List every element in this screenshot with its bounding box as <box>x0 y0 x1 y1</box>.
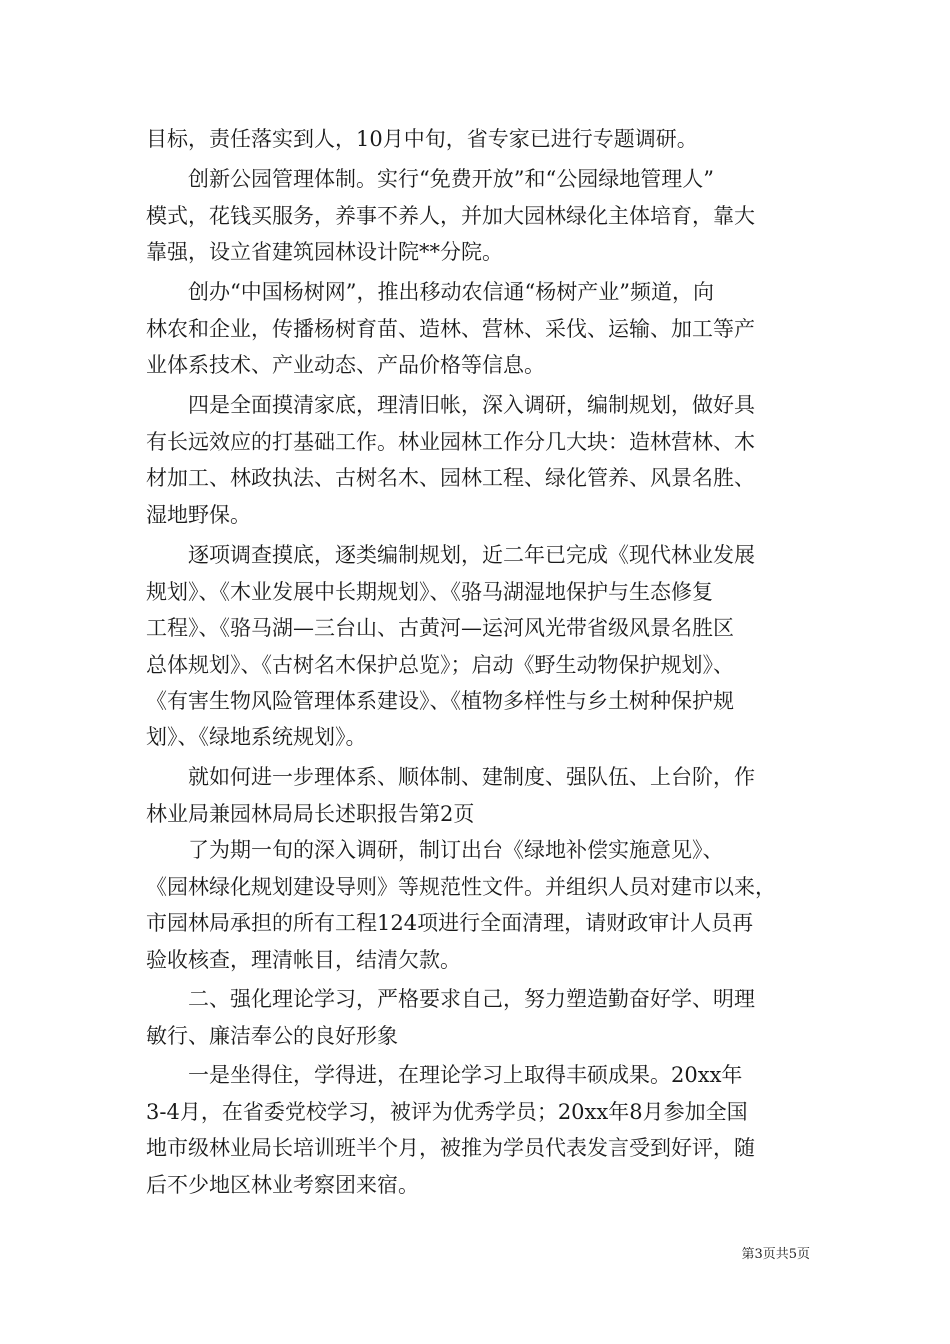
text-line-20: 了为期一旬的深入调研，制订出台《绿地补偿实施意见》、 <box>146 838 724 862</box>
text-line-18: 就如何进一步理体系、顺体制、建制度、强队伍、上台阶，作 <box>146 765 755 789</box>
text-line-25: 敏行、廉洁奉公的良好形象 <box>146 1024 398 1048</box>
text-line-9: 有长远效应的打基础工作。林业园林工作分几大块：造林营林、木 <box>146 430 755 454</box>
text-line-22: 市园林局承担的所有工程124项进行全面清理，请财政审计人员再 <box>146 911 754 935</box>
text-line-6: 林农和企业，传播杨树育苗、造林、营林、采伐、运输、加工等产 <box>146 317 755 341</box>
text-line-1: 目标，责任落实到人，10月中旬，省专家已进行专题调研。 <box>146 127 698 151</box>
page-number: 第3页共5页 <box>741 1247 810 1262</box>
text-line-27: 3-4月，在省委党校学习，被评为优秀学员；20xx年8月参加全国 <box>146 1100 748 1124</box>
text-line-24: 二、强化理论学习，严格要求自己，努力塑造勤奋好学、明理 <box>146 987 755 1011</box>
text-line-8: 四是全面摸清家底，理清旧帐，深入调研，编制规划，做好具 <box>146 393 755 417</box>
text-line-4: 靠强，设立省建筑园林设计院**分院。 <box>146 240 503 264</box>
text-line-14: 工程》、《骆马湖—三台山、古黄河—运河风光带省级风景名胜区 <box>146 616 734 640</box>
text-line-16: 《有害生物风险管理体系建设》、《植物多样性与乡土树种保护规 <box>146 689 734 713</box>
text-line-17: 划》、《绿地系统规划》。 <box>146 725 367 749</box>
text-line-7: 业体系技术、产业动态、产品价格等信息。 <box>146 353 545 377</box>
section-heading: 林业局兼园林局局长述职报告第2页 <box>146 802 475 826</box>
text-line-5: 创办“中国杨树网”，推出移动农信通“杨树产业”频道，向 <box>146 280 714 304</box>
text-line-10: 材加工、林政执法、古树名木、园林工程、绿化管养、风景名胜、 <box>146 466 755 490</box>
text-line-23: 验收核查，理清帐目，结清欠款。 <box>146 948 461 972</box>
text-line-28: 地市级林业局长培训班半个月，被推为学员代表发言受到好评，随 <box>146 1136 755 1160</box>
text-line-26: 一是坐得住，学得进，在理论学习上取得丰硕成果。20xx年 <box>146 1063 743 1087</box>
text-line-3: 模式，花钱买服务，养事不养人，并加大园林绿化主体培育，靠大 <box>146 204 755 228</box>
text-line-11: 湿地野保。 <box>146 503 251 527</box>
text-line-15: 总体规划》、《古树名木保护总览》；启动《野生动物保护规划》、 <box>146 653 734 677</box>
text-line-13: 规划》、《木业发展中长期规划》、《骆马湖湿地保护与生态修复 <box>146 580 713 604</box>
text-line-2: 创新公园管理体制。实行“免费开放”和“公园绿地管理人” <box>146 167 714 191</box>
text-line-21: 《园林绿化规划建设导则》等规范性文件。并组织人员对建市以来， <box>146 875 776 899</box>
text-line-29: 后不少地区林业考察团来宿。 <box>146 1173 419 1197</box>
text-line-12: 逐项调查摸底，逐类编制规划，近二年已完成《现代林业发展 <box>146 543 755 567</box>
